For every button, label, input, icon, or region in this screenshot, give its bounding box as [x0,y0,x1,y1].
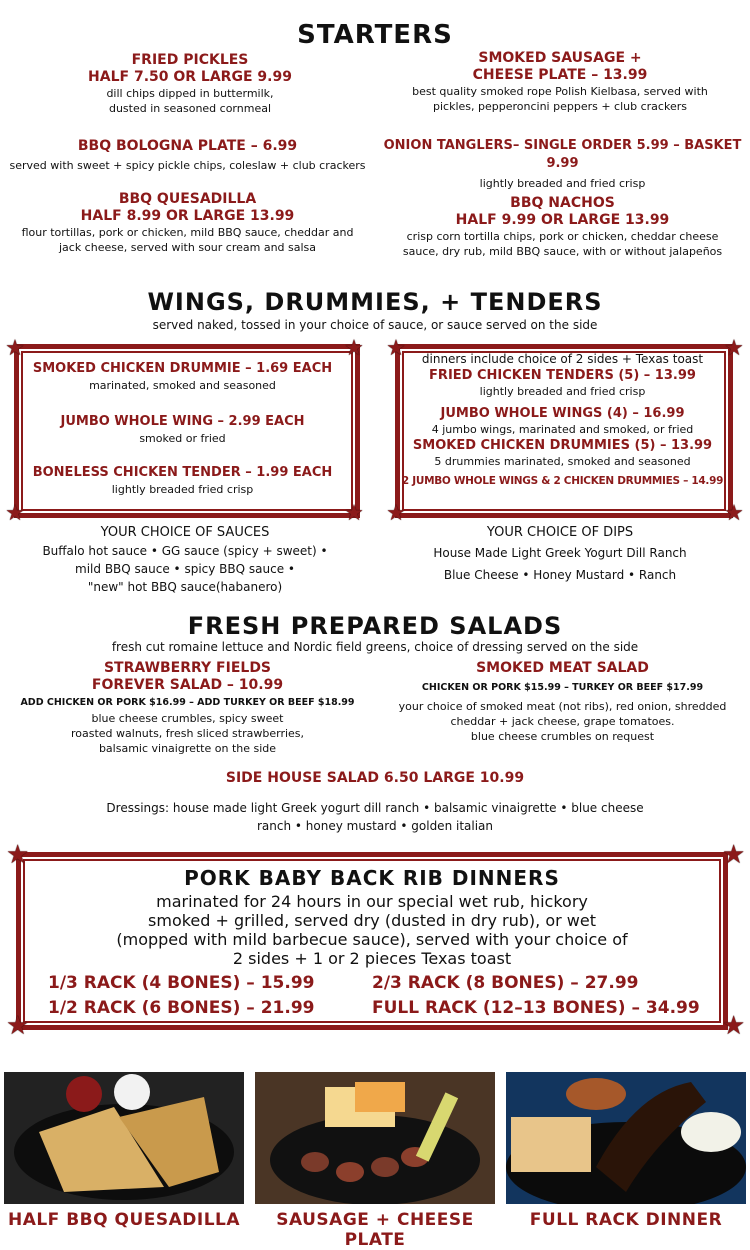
star-icon: ★ [724,501,744,526]
item-name: FRIED PICKLES [131,52,249,68]
item-name: BBQ QUESADILLA [118,191,257,207]
dips-line: Blue Cheese • Honey Mustard • Ranch [443,568,677,582]
dressings-line: Dressings: house made light Greek yogurt dill ranch • balsamic vinaigrette • blue cheese [106,801,644,815]
item-name: SMOKED CHICKEN DRUMMIE – 1.69 EACH [32,361,333,376]
item-desc: served with sweet + spicy pickle chips, coleslaw + club crackers [9,159,366,172]
dips-block [395,524,725,586]
item-price: CHEESE PLATE – 13.99 [472,67,648,83]
sauces-block [20,524,350,596]
item-desc: dill chips dipped in buttermilk, [106,87,274,100]
item-desc: lightly breaded and fried crisp [479,385,646,398]
star-icon: ★ [724,336,744,361]
item-name: BONELESS CHICKEN TENDER – 1.99 EACH [32,465,333,480]
item-desc: crisp corn tortilla chips, pork or chicken, cheddar cheese [406,230,719,243]
item-name: BBQ BOLOGNA PLATE – 6.99 [77,138,298,154]
bbq-bologna-item [5,137,370,173]
rib-price: 2/3 RACK (8 BONES) – 27.99 [372,973,639,993]
item-name: SMOKED MEAT SALAD [476,660,649,676]
item-name: FRIED CHICKEN TENDERS (5) – 13.99 [429,368,696,383]
dinners-intro: dinners include choice of 2 sides + Texas toast [421,352,704,366]
wings-right-list [400,352,725,489]
star-icon: ★ [6,840,30,870]
smoked-meat-salad-item [385,660,740,744]
photo-caption: HALF BBQ QUESADILLA [7,1210,241,1230]
item-price: HALF 8.99 OR LARGE 13.99 [80,208,295,224]
item-desc: pickles, pepperoncini peppers + club crackers [433,100,687,113]
combo-item: 2 JUMBO WHOLE WINGS & 2 CHICKEN DRUMMIES – 14.99 [401,475,724,487]
item-name: JUMBO WHOLE WINGS (4) – 16.99 [440,406,685,421]
item-desc: sauce, dry rub, mild BBQ sauce, with or without jalapeños [402,245,723,258]
photo-caption: SAUSAGE + CHEESE PLATE [276,1210,474,1250]
dressings-line: ranch • honey mustard • golden italian [256,819,494,833]
item-desc: lightly breaded and fried crisp [479,177,646,190]
item-desc: best quality smoked rope Polish Kielbasa, served with [412,85,708,98]
item-name: STRAWBERRY FIELDS [103,660,272,676]
item-desc: cheddar + jack cheese, grape tomatoes. [450,715,675,728]
item-name: SMOKED CHICKEN DRUMMIES (5) – 13.99 [412,438,713,453]
star-icon: ★ [722,1011,746,1041]
item-desc: blue cheese crumbles, spicy sweet [91,712,284,725]
sauces-title: YOUR CHOICE OF SAUCES [100,525,270,540]
star-icon: ★ [386,501,406,526]
star-icon: ★ [722,840,746,870]
starters-title: STARTERS [297,20,453,50]
ribs-desc-line: 2 sides + 1 or 2 pieces Texas toast [232,949,512,968]
full-rack-photo [506,1072,746,1204]
fried-pickles-item [20,52,360,116]
star-icon: ★ [344,501,364,526]
item-desc: dusted in seasoned cornmeal [108,102,272,115]
sauces-line: Buffalo hot sauce • GG sauce (spicy + sweet) • [42,544,328,558]
item-addon: ADD CHICKEN OR PORK $16.99 – ADD TURKEY OR BEEF $18.99 [20,697,355,708]
item-desc: roasted walnuts, fresh sliced strawberries, [70,727,305,740]
star-icon: ★ [5,336,25,361]
item-name: SMOKED SAUSAGE + [478,50,642,66]
ribs-desc [16,892,728,968]
item-desc: flour tortillas, pork or chicken, mild BBQ sauce, cheddar and [21,226,354,239]
smoked-sausage-item [390,50,730,114]
item-desc: 4 jumbo wings, marinated and smoked, or fried [431,423,694,436]
rib-price: FULL RACK (12–13 BONES) – 34.99 [372,998,700,1018]
wings-left-list [20,360,345,497]
item-name: ONION TANGLERS– SINGLE ORDER 5.99 – BASKET 9.99 [383,138,742,171]
quesadilla-photo [4,1072,244,1204]
ribs-desc-line: (mopped with mild barbecue sauce), served with your choice of [116,930,628,949]
full-rack-image [506,1072,746,1204]
item-desc: marinated, smoked and seasoned [89,379,276,392]
star-icon: ★ [6,1011,30,1041]
rib-price: 1/2 RACK (6 BONES) – 21.99 [48,998,315,1018]
rib-price: 1/3 RACK (4 BONES) – 15.99 [48,973,315,993]
item-price: HALF 7.50 OR LARGE 9.99 [88,69,292,85]
salads-subtitle: fresh cut romaine lettuce and Nordic field greens, choice of dressing served on the side [111,640,639,654]
item-price: FOREVER SALAD – 10.99 [91,677,284,693]
star-icon: ★ [5,501,25,526]
sausage-cheese-photo [255,1072,495,1204]
ribs-desc-line: smoked + grilled, served dry (dusted in dry rub), or wet [148,911,596,930]
item-desc: lightly breaded fried crisp [111,483,254,496]
item-desc: smoked or fried [139,432,226,445]
sauces-line: mild BBQ sauce • spicy BBQ sauce • [75,562,295,576]
item-name: JUMBO WHOLE WING – 2.99 EACH [60,414,305,429]
item-price: HALF 9.99 OR LARGE 13.99 [455,212,670,228]
side-house-salad: SIDE HOUSE SALAD 6.50 LARGE 10.99 [225,770,525,786]
star-icon: ★ [386,336,406,361]
item-desc: blue cheese crumbles on request [470,730,655,743]
star-icon: ★ [344,336,364,361]
sausage-cheese-image [255,1072,495,1204]
strawberry-salad-item [5,660,370,756]
item-desc: 5 drummies marinated, smoked and seasoned [434,455,691,468]
wings-title: WINGS, DRUMMIES, + TENDERS [147,288,603,316]
dips-title: YOUR CHOICE OF DIPS [486,525,634,540]
dips-line: House Made Light Greek Yogurt Dill Ranch [433,546,687,560]
sauces-line: "new" hot BBQ sauce(habanero) [87,580,283,594]
item-desc: balsamic vinaigrette on the side [98,742,277,755]
item-desc: jack cheese, served with sour cream and salsa [58,241,317,254]
ribs-title: PORK BABY BACK RIB DINNERS [184,866,560,890]
ribs-desc-line: marinated for 24 hours in our special wet rub, hickory [156,892,588,911]
quesadilla-image [4,1072,244,1204]
wings-subtitle: served naked, tossed in your choice of sauce, or sauce served on the side [152,318,598,332]
photo-caption: FULL RACK DINNER [529,1210,723,1230]
item-name: BBQ NACHOS [510,195,615,211]
salads-title: FRESH PREPARED SALADS [187,612,563,640]
onion-tanglers-item [375,137,750,191]
item-addon: CHICKEN OR PORK $15.99 – TURKEY OR BEEF $17.99 [421,682,704,693]
item-desc: your choice of smoked meat (not ribs), red onion, shredded [398,700,727,713]
bbq-quesadilla-item [15,191,360,255]
bbq-nachos-item [390,195,735,259]
